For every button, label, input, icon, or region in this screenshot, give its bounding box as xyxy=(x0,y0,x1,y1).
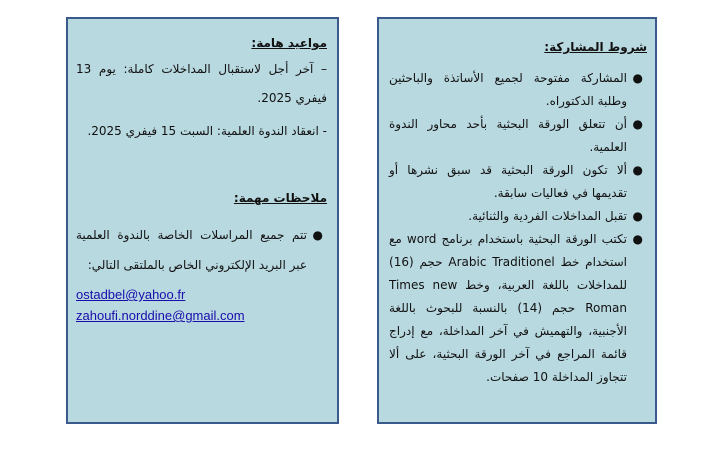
condition-text: تكتب الورقة البحثية باستخدام برنامج word مع استخدام خط Arabic Traditionel حجم (16) للمداخلات باللغة العربية، وخط Times new Roman حجم (14) بالنسبة للبحوث باللغة الأجنبية، والتهميش في آخر المداخلة، مع إدراج قائمة المراجع في آخر الورقة البحثية، على ألا تتجاوز المداخلة 10 صفحات. xyxy=(389,232,627,384)
list-item xyxy=(389,228,647,389)
notes-heading: ملاحظات مهمة: xyxy=(233,191,327,205)
note-text: تتم جميع المراسلات الخاصة بالندوة العلمية عبر البريد الإلكتروني الخاص بالملتقى التالي: xyxy=(76,228,307,272)
submission-deadline: – آخر أجل لاستقبال المداخلات كاملة: يوم 13 فيفري 2025. xyxy=(76,62,327,105)
condition-text: تقبل المداخلات الفردية والثنائية. xyxy=(468,209,627,223)
email-link-zahoufi[interactable]: zahoufi.norddine@gmail.com xyxy=(76,308,245,323)
conditions-list xyxy=(389,67,647,389)
important-dates-heading: مواعيد هامة: xyxy=(251,36,327,50)
condition-text: ألا تكون الورقة البحثية قد سبق نشرها أو تقديمها في فعاليات سابقة. xyxy=(389,163,627,200)
condition-text: أن تتعلق الورقة البحثية بأحد محاور الندوة العلمية. xyxy=(389,117,627,154)
symposium-date: - انعقاد الندوة العلمية: السبت 15 فيفري 2025. xyxy=(87,124,327,138)
bullet-icon: ● xyxy=(632,117,643,131)
bullet-icon: ● xyxy=(632,71,643,85)
condition-text: المشاركة مفتوحة لجميع الأساتذة والباحثين وطلبة الدكتوراه. xyxy=(389,71,627,108)
list-item xyxy=(389,159,647,205)
bullet-icon: ● xyxy=(632,163,643,177)
bullet-icon: ● xyxy=(312,228,323,242)
bullet-icon: ● xyxy=(632,232,643,246)
list-item xyxy=(389,205,647,228)
email-list xyxy=(76,284,327,326)
list-item xyxy=(389,113,647,159)
notes-list xyxy=(76,220,327,280)
list-item xyxy=(389,67,647,113)
participation-conditions-heading: شروط المشاركة: xyxy=(544,40,647,54)
email-link-ostadbel[interactable]: ostadbel@yahoo.fr xyxy=(76,287,186,302)
important-dates-panel xyxy=(66,17,339,424)
bullet-icon: ● xyxy=(632,209,643,223)
list-item xyxy=(76,220,327,280)
participation-conditions-panel xyxy=(377,17,657,424)
